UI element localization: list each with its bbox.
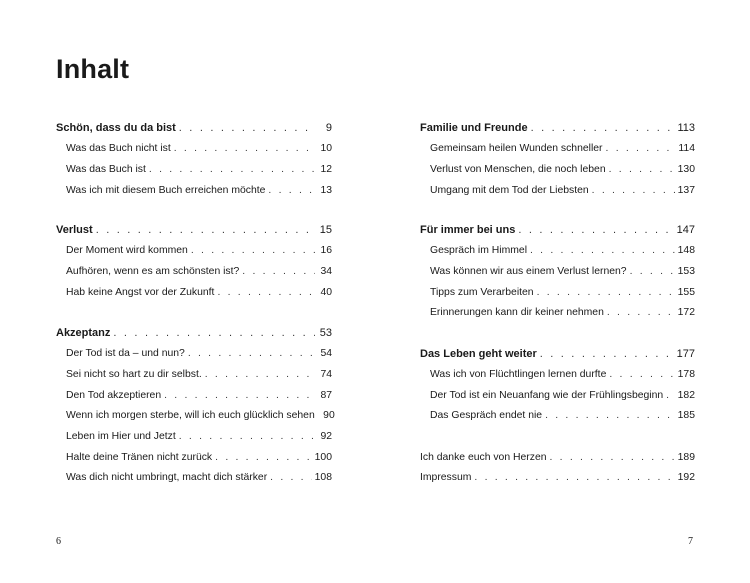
toc-entry[interactable] [56,471,332,485]
toc-entry-text: Gemeinsam heilen Wunden schneller [430,143,603,154]
toc-entry[interactable] [56,265,332,279]
right-page-number: 7 [688,536,693,547]
toc-heading-text: Das Leben geht weiter [420,348,537,360]
toc-entry-text: Was das Buch nicht ist [66,143,171,154]
toc-page-number: 182 [677,390,695,401]
toc-entry[interactable] [56,389,332,403]
leader-dots [606,142,676,156]
toc-entry[interactable] [420,286,695,300]
toc-entry-text: Gespräch im Himmel [430,245,527,256]
toc-entry-text: Tipps zum Verarbeiten [430,287,534,298]
toc-page-number: 54 [320,348,332,359]
leader-dots [630,265,675,279]
toc-entry[interactable] [56,244,332,258]
toc-heading[interactable] [420,121,695,135]
toc-page-number: 113 [677,122,695,134]
toc-entry[interactable] [56,142,332,156]
leader-dots [518,223,673,237]
leader-dots [607,306,675,320]
toc-page-number: 100 [314,452,332,463]
toc-entry-text: Was das Buch ist [66,164,146,175]
toc-entry-text: Leben im Hier und Jetzt [66,431,176,442]
leader-dots [149,163,315,177]
leader-dots [550,451,675,465]
toc-heading-text: Familie und Freunde [420,122,528,134]
leader-dots [215,451,312,465]
leader-dots [268,184,315,198]
leader-dots [545,409,675,423]
toc-entry[interactable] [420,451,695,465]
toc-entry[interactable] [56,286,332,300]
toc-entry-text: Sei nicht so hart zu dir selbst. [66,369,202,380]
toc-entry-text: Umgang mit dem Tod der Liebsten [430,185,589,196]
toc-heading-text: Für immer bei uns [420,224,516,236]
toc-entry[interactable] [420,265,695,279]
toc-entry-text: Was dich nicht umbringt, macht dich stärker [66,472,268,483]
toc-page-number: 178 [677,369,695,380]
leader-dots [537,286,675,300]
toc-entry-text: Verlust von Menschen, die noch leben [430,164,606,175]
leader-dots [179,430,315,444]
toc-page-number: 87 [320,390,332,401]
toc-heading[interactable] [56,223,332,237]
toc-entry-text: Impressum [420,472,472,483]
leader-dots [666,389,674,403]
toc-entry[interactable] [56,163,332,177]
leader-dots [474,471,674,485]
toc-page-number: 9 [325,122,332,134]
toc-page-number: 155 [677,287,695,298]
page-title: Inhalt [56,54,130,84]
toc-entry[interactable] [420,163,695,177]
leader-dots [164,389,315,403]
toc-entry-text: Was ich mit diesem Buch erreichen möchte [66,185,266,196]
toc-page-number: 90 [323,410,335,421]
leader-dots [530,244,675,258]
toc-heading-text: Schön, dass du da bist [56,122,176,134]
toc-heading-text: Verlust [56,224,93,236]
toc-entry[interactable] [56,451,332,465]
leader-dots [191,244,315,258]
leader-dots [609,163,675,177]
leader-dots [205,368,315,382]
toc-page-number: 34 [320,266,332,277]
toc-page-number: 40 [320,287,332,298]
toc-entry-text: Ich danke euch von Herzen [420,452,547,463]
toc-page-number: 185 [677,410,695,421]
toc-page-number: 92 [320,431,332,442]
toc-heading[interactable] [420,347,695,361]
toc-entry[interactable] [420,471,695,485]
toc-page-number: 130 [677,164,695,175]
toc-entry-text: Was ich von Flüchtlingen lernen durfte [430,369,607,380]
leader-dots [188,347,315,361]
toc-page-number: 177 [676,348,695,360]
toc-page-number: 189 [677,452,695,463]
leader-dots [217,286,315,300]
leader-dots [540,347,674,361]
toc-page-number: 172 [677,307,695,318]
leader-dots [179,121,315,135]
toc-page-number: 148 [677,245,695,256]
left-page-number: 6 [56,536,61,547]
toc-page-number: 137 [677,185,695,196]
leader-dots [592,184,675,198]
toc-page-number: 16 [320,245,332,256]
leader-dots [113,326,315,340]
toc-page-number: 114 [678,143,695,154]
toc-entry[interactable] [420,142,695,156]
toc-page-number: 12 [320,164,332,175]
leader-dots [242,265,315,279]
toc-entry-text: Was können wir aus einem Verlust lernen? [430,266,627,277]
toc-page-number: 10 [320,143,332,154]
toc-page-number: 53 [319,327,332,339]
toc-entry[interactable] [420,184,695,198]
toc-page-number: 13 [320,185,332,196]
toc-entry[interactable] [420,244,695,258]
toc-page-number: 15 [319,224,332,236]
toc-entry[interactable] [56,184,332,198]
leader-dots [531,121,675,135]
toc-entry-text: Der Tod ist ein Neuanfang wie der Frühlingsbeginn [430,390,664,401]
toc-entry-text: Wenn ich morgen sterbe, will ich euch glücklich sehen [66,410,315,421]
toc-entry[interactable] [56,347,332,361]
toc-page-number: 108 [314,472,332,483]
toc-entry[interactable] [420,389,695,403]
toc-entry-text: Erinnerungen kann dir keiner nehmen [430,307,604,318]
leader-dots [270,471,312,485]
toc-entry[interactable] [420,306,695,320]
toc-entry[interactable] [56,430,332,444]
toc-page-number: 192 [677,472,695,483]
leader-dots [174,142,315,156]
toc-entry-text: Aufhören, wenn es am schönsten ist? [66,266,240,277]
toc-heading[interactable] [420,223,695,237]
toc-entry[interactable] [56,368,332,382]
toc-heading[interactable] [56,121,332,135]
toc-entry[interactable] [56,409,335,423]
toc-entry-text: Das Gespräch endet nie [430,410,543,421]
toc-entry-text: Der Moment wird kommen [66,245,188,256]
toc-entry-text: Hab keine Angst vor der Zukunft [66,287,215,298]
toc-entry[interactable] [420,368,695,382]
toc-entry[interactable] [420,409,695,423]
toc-page-number: 74 [320,369,332,380]
toc-entry-text: Der Tod ist da – und nun? [66,348,185,359]
toc-page-number: 153 [677,266,695,277]
toc-heading[interactable] [56,326,332,340]
leader-dots [609,368,674,382]
leader-dots [96,223,315,237]
toc-page-number: 147 [676,224,695,236]
toc-entry-text: Den Tod akzeptieren [66,390,162,401]
toc-entry-text: Halte deine Tränen nicht zurück [66,452,213,463]
toc-heading-text: Akzeptanz [56,327,111,339]
